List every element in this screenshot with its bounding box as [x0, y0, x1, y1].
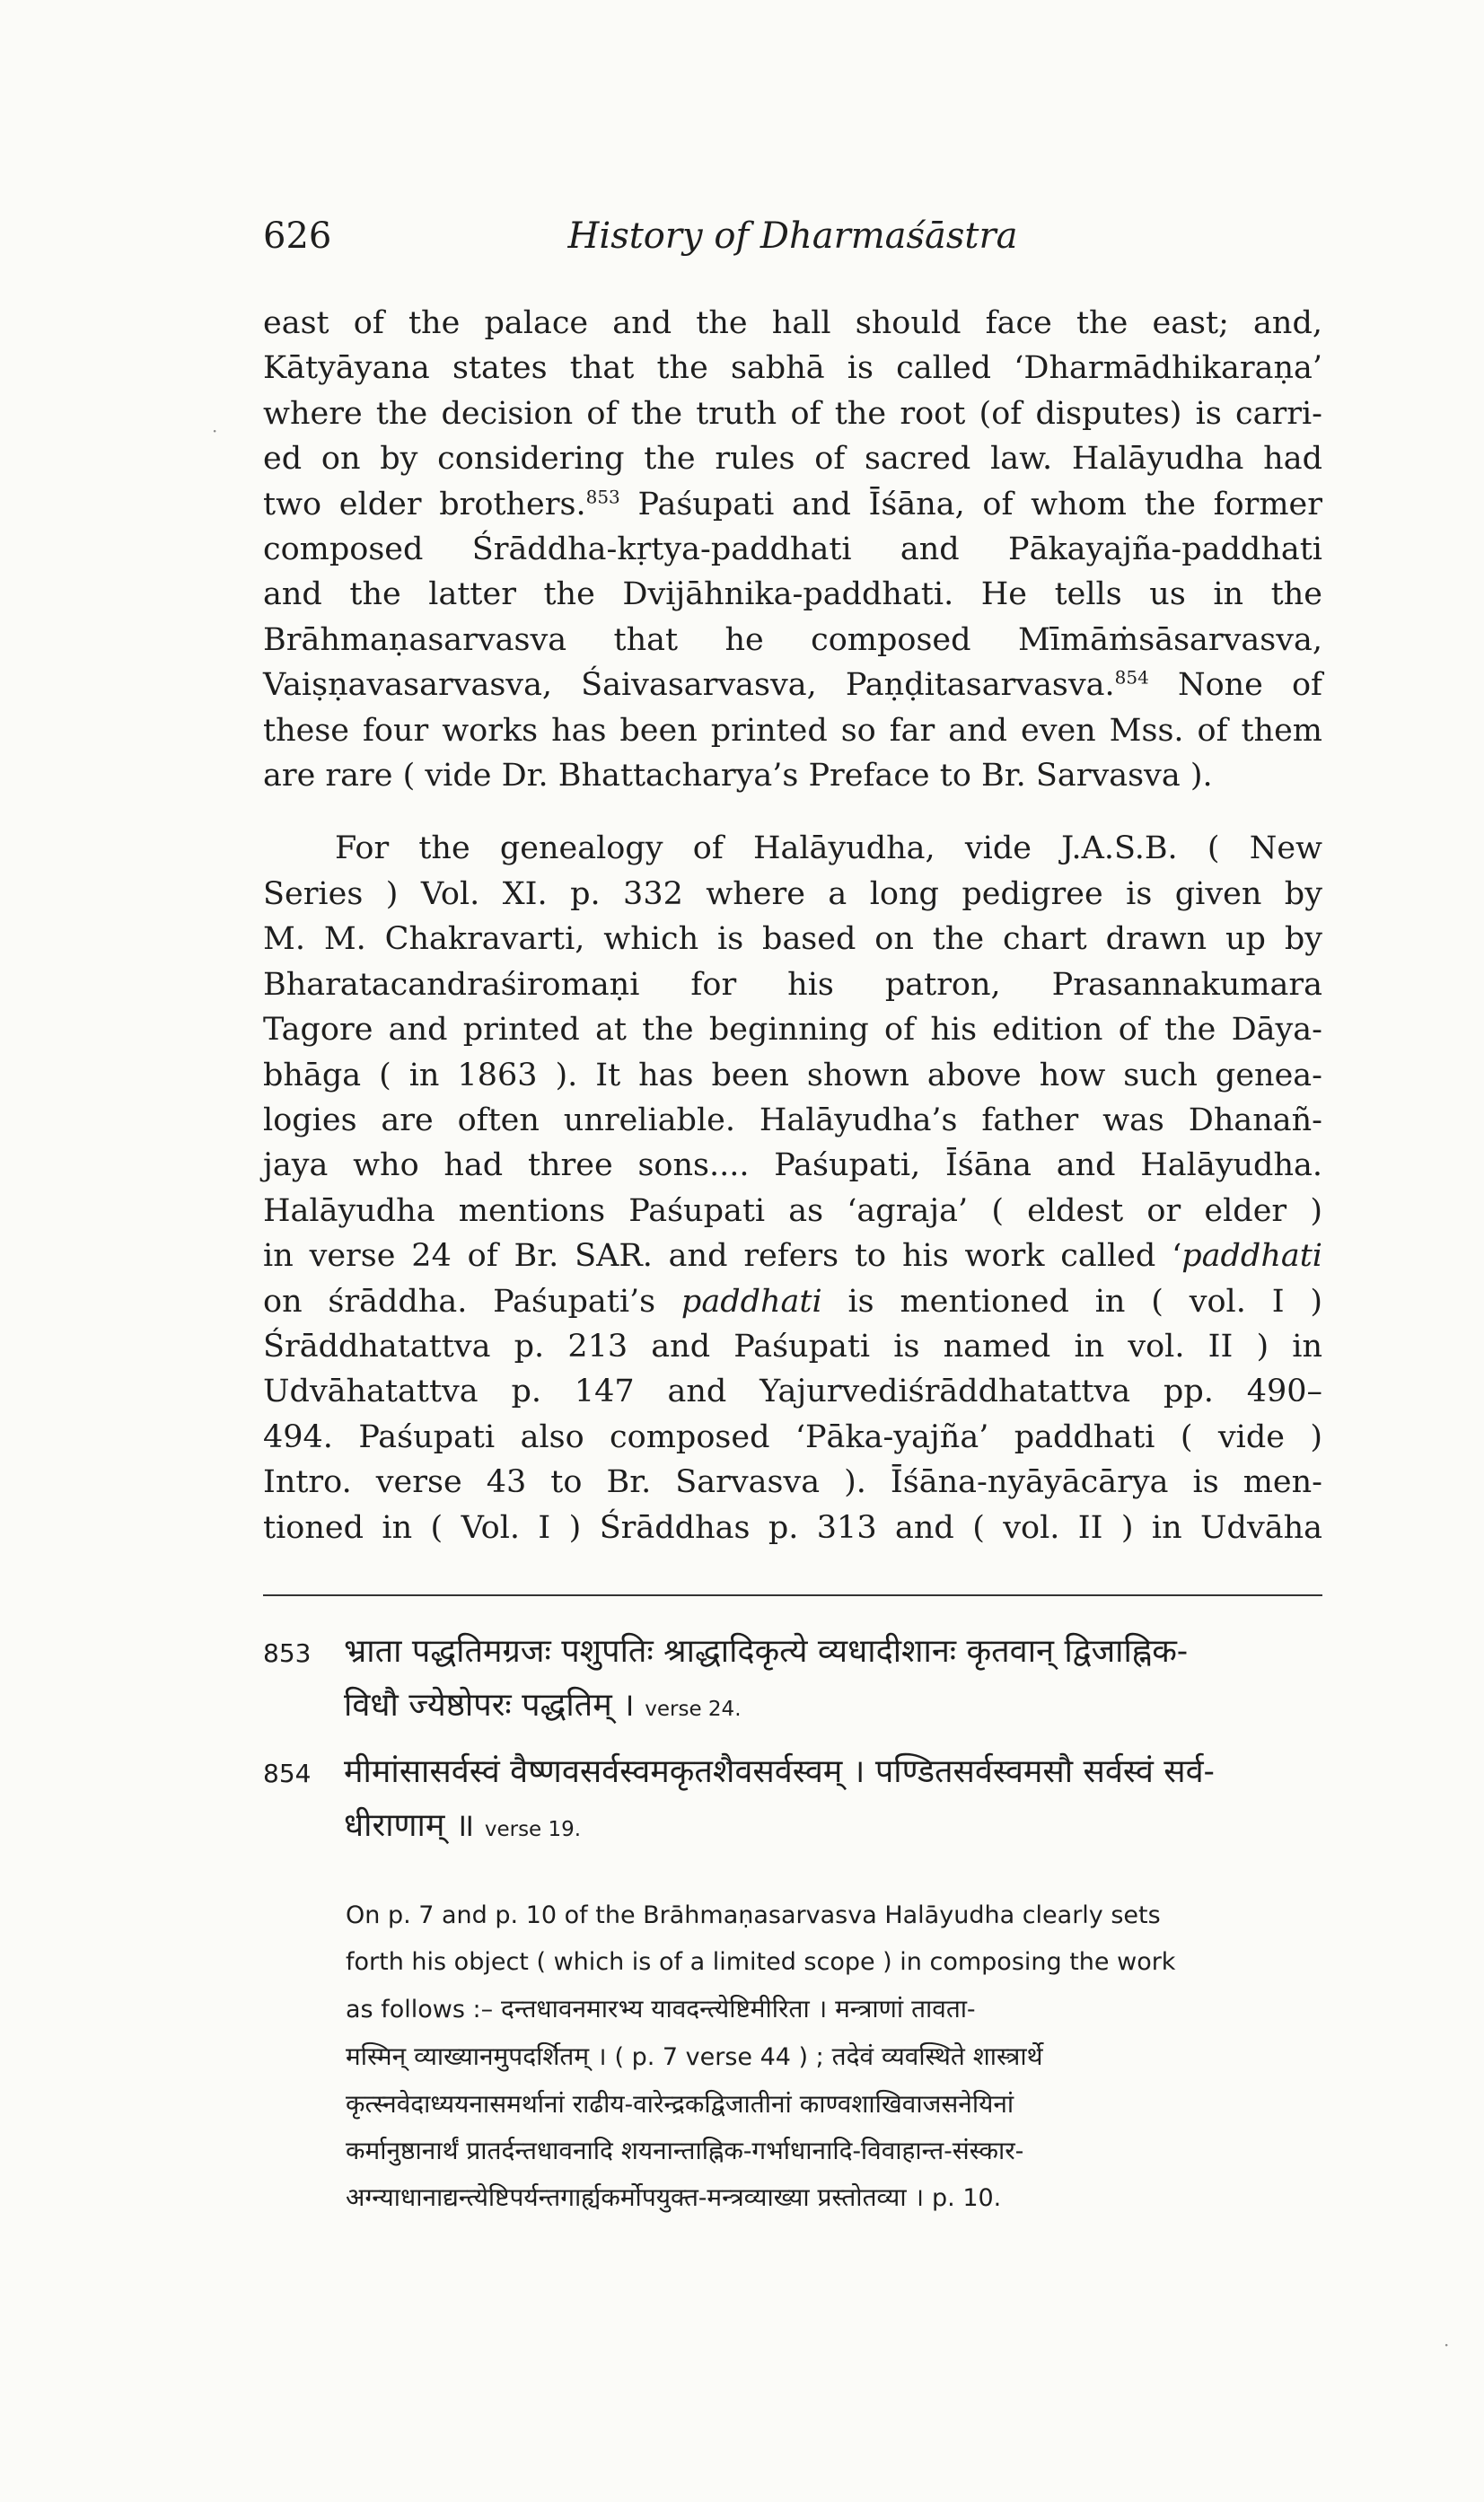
italic-term: paddhati [1181, 1238, 1322, 1275]
footnote-854 [263, 1745, 1322, 1857]
text-line: are rare ( vide Dr. Bhattacharya’s Preface to Br. Sarvasva ). [263, 758, 1213, 794]
verse-reference: verse 19. [484, 1818, 582, 1841]
commentary-line [346, 1986, 1322, 2033]
main-text [263, 301, 1322, 1550]
commentary-line: forth his object ( which is of a limited scope ) in composing the work [346, 1948, 1176, 1976]
sanskrit-text: विधौ ज्येष्ठोपरः पद्धतिम् । [344, 1687, 635, 1724]
text-segment: None of [1148, 667, 1322, 704]
sanskrit-text: धीराणाम् ॥ [344, 1807, 475, 1844]
footnote-ref-853[interactable]: 853 [585, 485, 620, 507]
text-segment: two elder brothers. [263, 486, 586, 522]
text-line: Series ) Vol. XI. p. 332 where a long pedigree is given by [263, 875, 1322, 912]
commentary-line [346, 2174, 1322, 2222]
text-line: 494. Paśupati also composed ‘Pāka-yajña’ paddhati ( vide ) [263, 1418, 1322, 1455]
text-line: Bharatacandraśiromaṇi for his patron, Prasannakumara [263, 966, 1322, 1003]
footnote-divider [263, 1594, 1322, 1596]
sanskrit-text: तदेवं व्यवस्थिते शास्त्रार्थे [823, 2041, 1043, 2071]
text-line: Halāyudha mentions Paśupati as ‘agraja’ ( eldest or elder ) [263, 1192, 1322, 1229]
sanskrit-text: दन्तधावनमारभ्य यावदन्त्येष्टिमीरिता । मन्त्राणां तावता- [493, 1994, 976, 2024]
text-line [263, 663, 1322, 707]
text-line: bhāga ( in 1863 ). It has been shown above how such genea- [263, 1057, 1322, 1093]
text-line: jaya who had three sons.... Paśupati, Īśāna and Halāyudha. [263, 1147, 1322, 1184]
paragraph-1 [263, 301, 1322, 798]
running-title: History of Dharmaśāstra [567, 215, 1018, 257]
text-line: Kātyāyana states that the sabhā is called ‘Dharmādhikaraṇa’ [263, 350, 1322, 387]
text-segment: Vaiṣṇavasarvasva, Śaivasarvasva, Paṇḍitasarvasva. [263, 667, 1115, 704]
text-line: Śrāddhatattva p. 213 and Paśupati is named in vol. II ) in [263, 1328, 1322, 1365]
verse-reference: ( p. 7 verse 44 ) ; [614, 2043, 824, 2071]
sanskrit-line: मीमांसासर्वस्वं वैष्णवसर्वस्वमकृतशैवसर्वस्वम् । पण्डितसर्वस्वमसौ सर्वस्वं सर्व- [344, 1753, 1215, 1790]
footnote-number: 853 [263, 1638, 312, 1668]
commentary-text: as follows :– [346, 1996, 494, 2024]
text-line: and the latter the Dvijāhnika-paddhati. He tells us in the [263, 576, 1322, 613]
text-line: For the genealogy of Halāyudha, vide J.A.S.B. ( New [335, 830, 1322, 867]
text-line: logies are often unreliable. Halāyudha’s father was Dhanañ- [263, 1102, 1322, 1138]
text-segment: in verse 24 of Br. SAR. and refers to his work called ‘ [263, 1238, 1182, 1275]
footnote-commentary [263, 1892, 1322, 2222]
text-line [263, 482, 1322, 527]
text-line: tioned in ( Vol. I ) Śrāddhas p. 313 and ( vol. II ) in Udvāha [263, 1509, 1322, 1546]
footnotes [263, 1625, 1322, 2222]
scan-speck: · [212, 420, 218, 442]
text-line [263, 1233, 1322, 1278]
sanskrit-line [344, 1799, 1322, 1857]
page-reference: p. 10. [932, 2184, 1002, 2212]
commentary-line [346, 2033, 1322, 2081]
text-line: ed on by considering the rules of sacred law. Halāyudha had [263, 441, 1322, 478]
page-number: 626 [263, 215, 332, 257]
commentary-line: कर्मानुष्ठानार्थं प्रातर्दन्तधावनादि शयनान्ताह्निक-गर्भाधानादि-विवाहान्त-संस्कार- [346, 2136, 1024, 2165]
text-line: Intro. verse 43 to Br. Sarvasva ). Īśāna-nyāyācārya is men- [263, 1464, 1322, 1501]
footnote-853 [263, 1625, 1322, 1736]
sanskrit-line [344, 1679, 1322, 1736]
sanskrit-text: अग्न्याधानाद्यन्त्येष्टिपर्यन्तगार्ह्यकर्मोपयुक्त-मन्त्रव्याख्या प्रस्तोतव्या । [346, 2182, 933, 2212]
text-line: Udvāhatattva p. 147 and Yajurvediśrāddhatattva pp. 490– [263, 1374, 1322, 1410]
verse-reference: verse 24. [645, 1698, 742, 1721]
scan-speck: · [1444, 2334, 1450, 2356]
text-line: east of the palace and the hall should face the east; and, [263, 305, 1322, 341]
sanskrit-text: मस्मिन् व्याख्यानमुपदर्शितम् । [346, 2041, 615, 2071]
footnote-ref-854[interactable]: 854 [1114, 666, 1149, 689]
text-line: Brāhmaṇasarvasva that he composed Mīmāṁsāsarvasva, [263, 621, 1322, 658]
italic-term: paddhati [681, 1283, 822, 1320]
footnote-number: 854 [263, 1759, 312, 1788]
text-segment: Paśupati and Īśāna, of whom the former [619, 486, 1322, 522]
sanskrit-line: भ्राता पद्धतिमग्रजः पशुपतिः श्राद्धादिकृत्ये व्यधादीशानः कृतवान् द्विजाह्निक- [344, 1633, 1189, 1670]
paragraph-2 [263, 826, 1322, 1550]
text-line: Tagore and printed at the beginning of his edition of the Dāya- [263, 1012, 1322, 1049]
text-line: composed Śrāddha-kṛtya-paddhati and Pākayajña-paddhati [263, 531, 1322, 568]
text-line: where the decision of the truth of the root (of disputes) is carri- [263, 395, 1322, 432]
text-line: M. M. Chakravarti, which is based on the chart drawn up by [263, 921, 1322, 958]
text-segment: on śrāddha. Paśupati’s [263, 1283, 681, 1320]
commentary-line: कृत्स्नवेदाध्ययनासमर्थानां राढीय-वारेन्द्रकद्विजातीनां काण्वशाखिवाजसनेयिनां [346, 2089, 1014, 2119]
text-segment: is mentioned in ( vol. I ) [821, 1283, 1322, 1320]
text-line: these four works has been printed so far and even Mss. of them [263, 712, 1322, 749]
page-header [263, 215, 1322, 269]
text-line [263, 1279, 1322, 1324]
commentary-line: On p. 7 and p. 10 of the Brāhmaṇasarvasva Halāyudha clearly sets [346, 1901, 1161, 1929]
